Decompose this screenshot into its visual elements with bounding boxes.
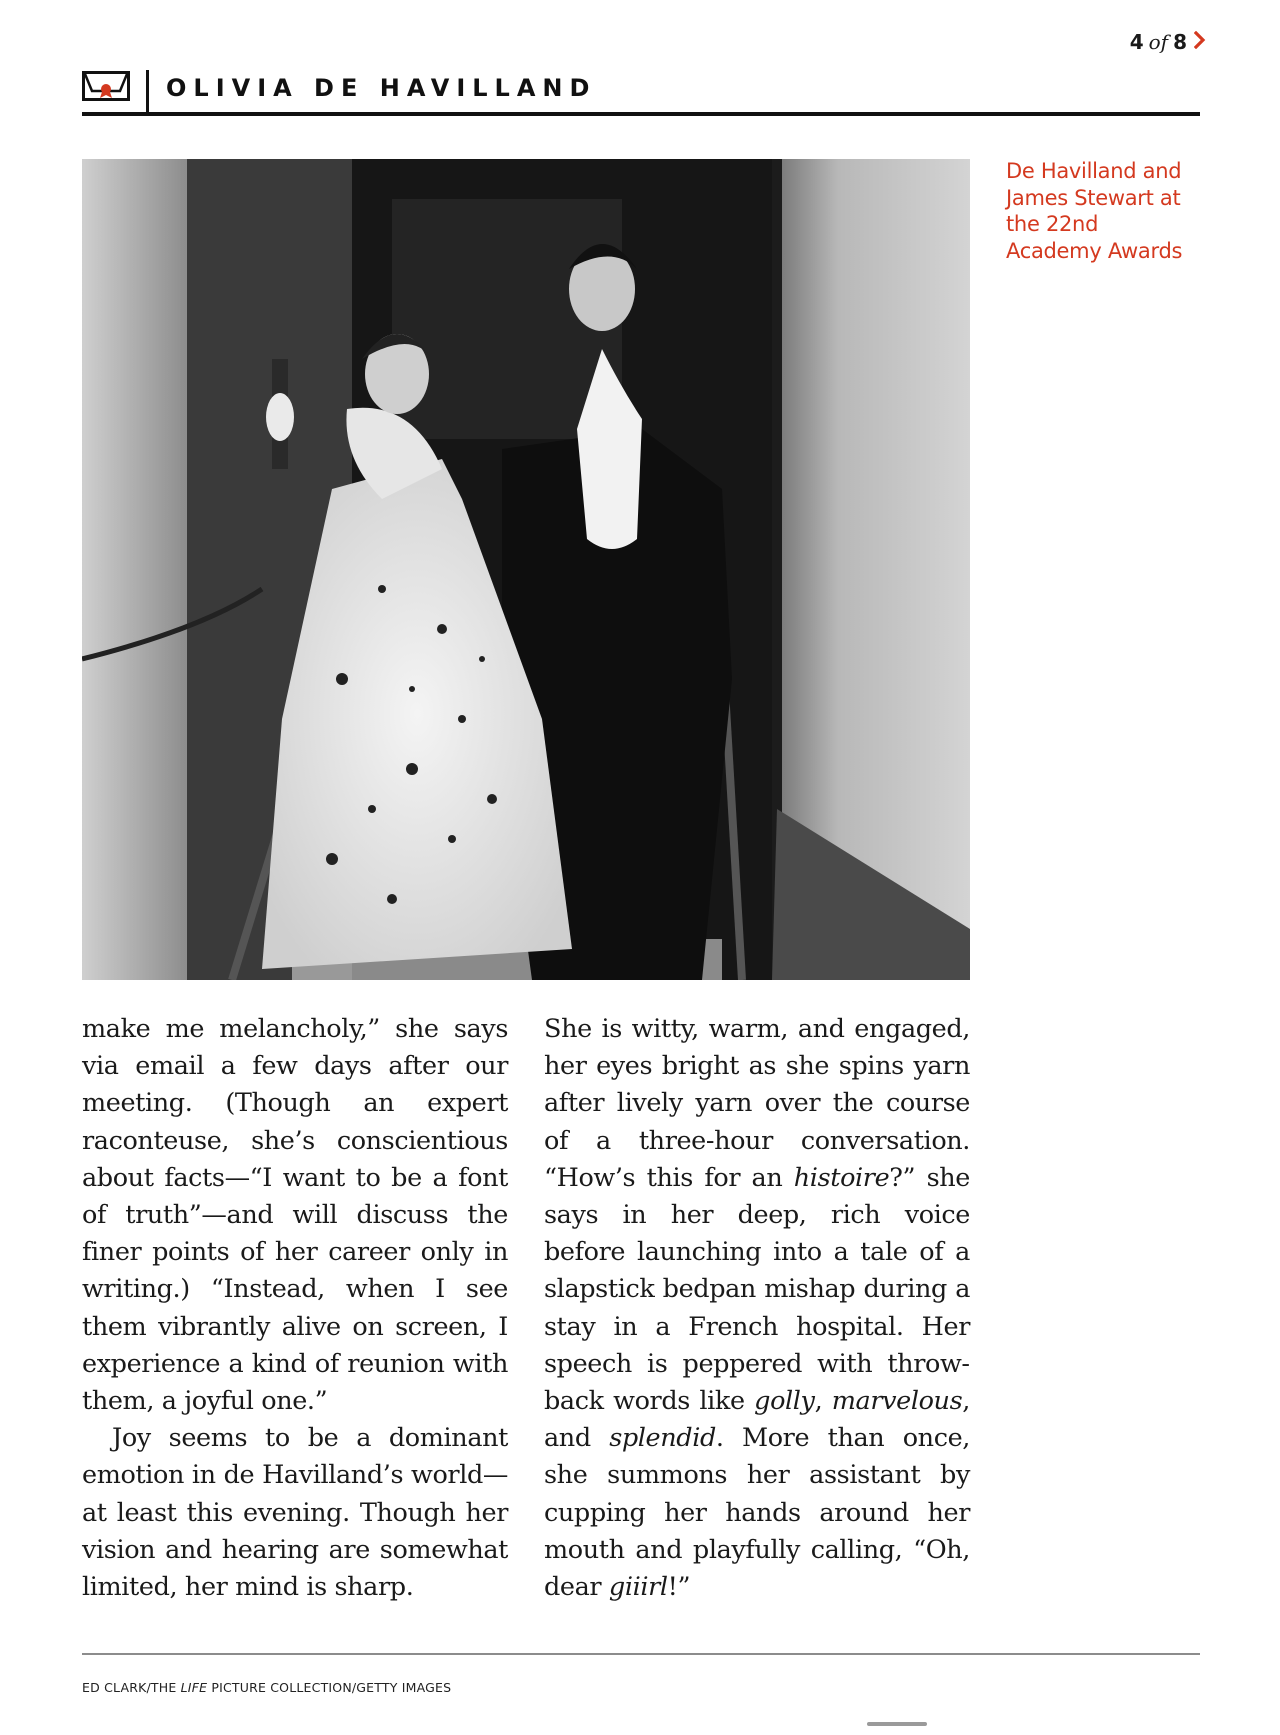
photo-caption: De Havilland and James Stewart at the 22nd Academy Awards	[1006, 159, 1183, 263]
current-page: 4	[1129, 30, 1144, 54]
text-run: ,	[814, 1386, 832, 1417]
article-column-left	[82, 1011, 508, 1606]
text-run: !”	[667, 1572, 691, 1603]
text-run: She is witty, warm, and engaged, her eyes bright as she spins yarn after lively yarn over the course of a three-hour conversation. “How’s this for an	[544, 1014, 970, 1193]
text-run: . More than once, she summons her assistant by cupping her hands around her mouth and playfully calling, “Oh, dear	[544, 1423, 970, 1603]
photo-illustration	[82, 159, 970, 980]
italic-word: histoire	[793, 1162, 890, 1193]
section-header	[82, 68, 1200, 116]
italic-word: golly	[754, 1386, 815, 1417]
article-column-right	[544, 1011, 970, 1606]
home-indicator[interactable]	[867, 1722, 927, 1726]
credit-italic: LIFE	[180, 1680, 208, 1695]
credit-text: PICTURE COLLECTION/GETTY IMAGES	[207, 1680, 452, 1695]
page-of-label: of	[1148, 30, 1169, 54]
italic-word: splendid	[609, 1423, 716, 1454]
text-run: ?” she says in her deep, rich voice before launching into a tale of a slapstick bedpan mishap during a stay in a French hospital. Her speech is peppered with throwback words like	[544, 1162, 970, 1417]
photo-credit	[82, 1680, 451, 1695]
paragraph	[544, 1011, 970, 1606]
chevron-right-icon[interactable]	[1194, 30, 1206, 54]
footer-divider	[82, 1653, 1200, 1655]
header-divider	[146, 70, 149, 112]
italic-word: giiirl	[608, 1572, 668, 1603]
italic-word: marvelous	[831, 1386, 963, 1417]
paragraph: make me melancholy,” she says via email a few days after our meeting. (Though an expert raconteuse, she’s conscientious about facts—“I want to be a font of truth”—and will discuss the finer points of her career only in writing.) “Instead, when I see them vibrantly alive on screen, I experience a kind of reunion with them, a joyful one.”	[82, 1014, 508, 1417]
envelope-seal-icon	[82, 71, 130, 101]
article-photo	[82, 159, 970, 980]
text-run: , and	[544, 1386, 970, 1454]
paragraph: Joy seems to be a dominant emotion in de Havilland’s world—at least this evening. Though her vision and hearing are somewhat limited, her mind is sharp.	[82, 1423, 508, 1603]
credit-text: ED CLARK/THE	[82, 1680, 181, 1695]
section-title: OLIVIA DE HAVILLAND	[166, 74, 597, 102]
total-pages: 8	[1173, 30, 1187, 54]
page-indicator[interactable]	[1130, 30, 1206, 54]
